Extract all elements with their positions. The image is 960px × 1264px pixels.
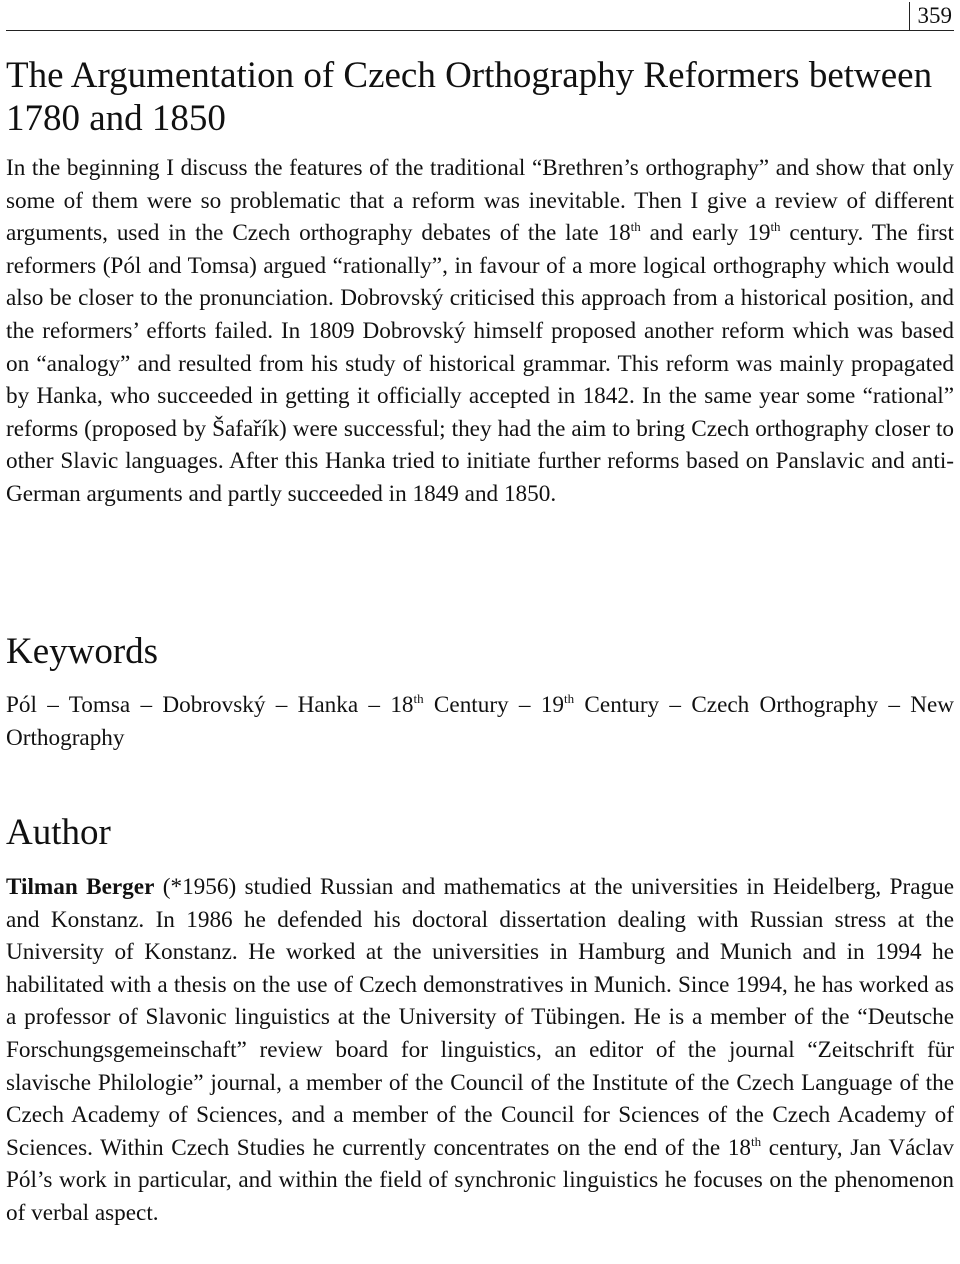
author-name: Tilman Berger xyxy=(6,874,155,900)
author-bio-end: century, Jan Václav Pól’s work in particular, and within the field of synchronic linguistics he focuses on the phenomenon of verbal aspect. xyxy=(6,1134,954,1226)
page-number: 359 xyxy=(909,2,953,30)
author-bio: (*1956) studied Russian and mathematics at the universities in Heidelberg, Prague and Konstanz. In 1986 he defended his doctoral dissertation dealing with Russian stress at the University of Konstanz. He worked at the universities in Hamburg and Munich and in 1994 he habilitated with a thesis on the use of Czech demonstratives in Munich. Since 1994, he has worked as a professor of Slavonic linguistics at the University of Tübingen. He is a member of the “Deutsche Forschungsgemeinschaft” review board for linguistics, an editor of the journal “Zeitschrift für slavische Philologie” journal, a member of the Council of the Institute of the Czech Language of the Czech Academy of Sciences, and a member of the Council for Sciences of the Czech Academy of Sciences. Within Czech Studies he currently concentrates on the end of the 18 xyxy=(6,874,955,1161)
keywords-text-2: Century – 19 xyxy=(423,692,565,718)
abstract-sup-2: th xyxy=(770,219,781,235)
keywords-text-1: Pól – Tomsa – Dobrovský – Hanka – 18 xyxy=(6,692,414,718)
header-rule xyxy=(6,30,954,31)
abstract-paragraph xyxy=(6,152,954,511)
author-heading: Author xyxy=(6,812,111,853)
abstract-sup-1: th xyxy=(630,219,641,235)
keywords-paragraph xyxy=(6,689,954,754)
keywords-heading: Keywords xyxy=(6,631,159,672)
keywords-sup-1: th xyxy=(413,691,424,706)
abstract-text-2: and early 19 xyxy=(640,220,771,247)
abstract-text-3: century. The first reformers (Pól and Tomsa) argued “rationally”, in favour of a more logical orthography which would also be closer to the pronunciation. Dobrovský criticised this approach from a historical position, and the reformers’ efforts failed. In 1809 Dobrovský himself proposed another reform which was based on “analogy” and resulted from his study of historical grammar. This reform was mainly propagated by Hanka, who succeeded in getting it officially accepted in 1842. In the same year some “rational” reforms (proposed by Šafařík) were successful; they had the aim to bring Czech orthography closer to other Slavic languages. After this Hanka tried to initiate further reforms based on Panslavic and anti-German arguments and partly succeeded in 1849 and 1850. xyxy=(6,220,954,507)
article-title: The Argumentation of Czech Orthography Reformers between 1780 and 1850 xyxy=(6,55,933,139)
author-paragraph xyxy=(6,871,954,1230)
author-bio-sup: th xyxy=(751,1133,762,1149)
keywords-text-3: Century – Czech Orthography – New Orthography xyxy=(6,692,955,751)
keywords-sup-2: th xyxy=(564,691,575,706)
abstract-text-1: In the beginning I discuss the features of the traditional “Brethren’s orthography” and show that only some of them were so problematic that a reform was inevitable. Then I give a review of different arguments, used in the Czech orthography debates of the late 18 xyxy=(6,155,954,247)
